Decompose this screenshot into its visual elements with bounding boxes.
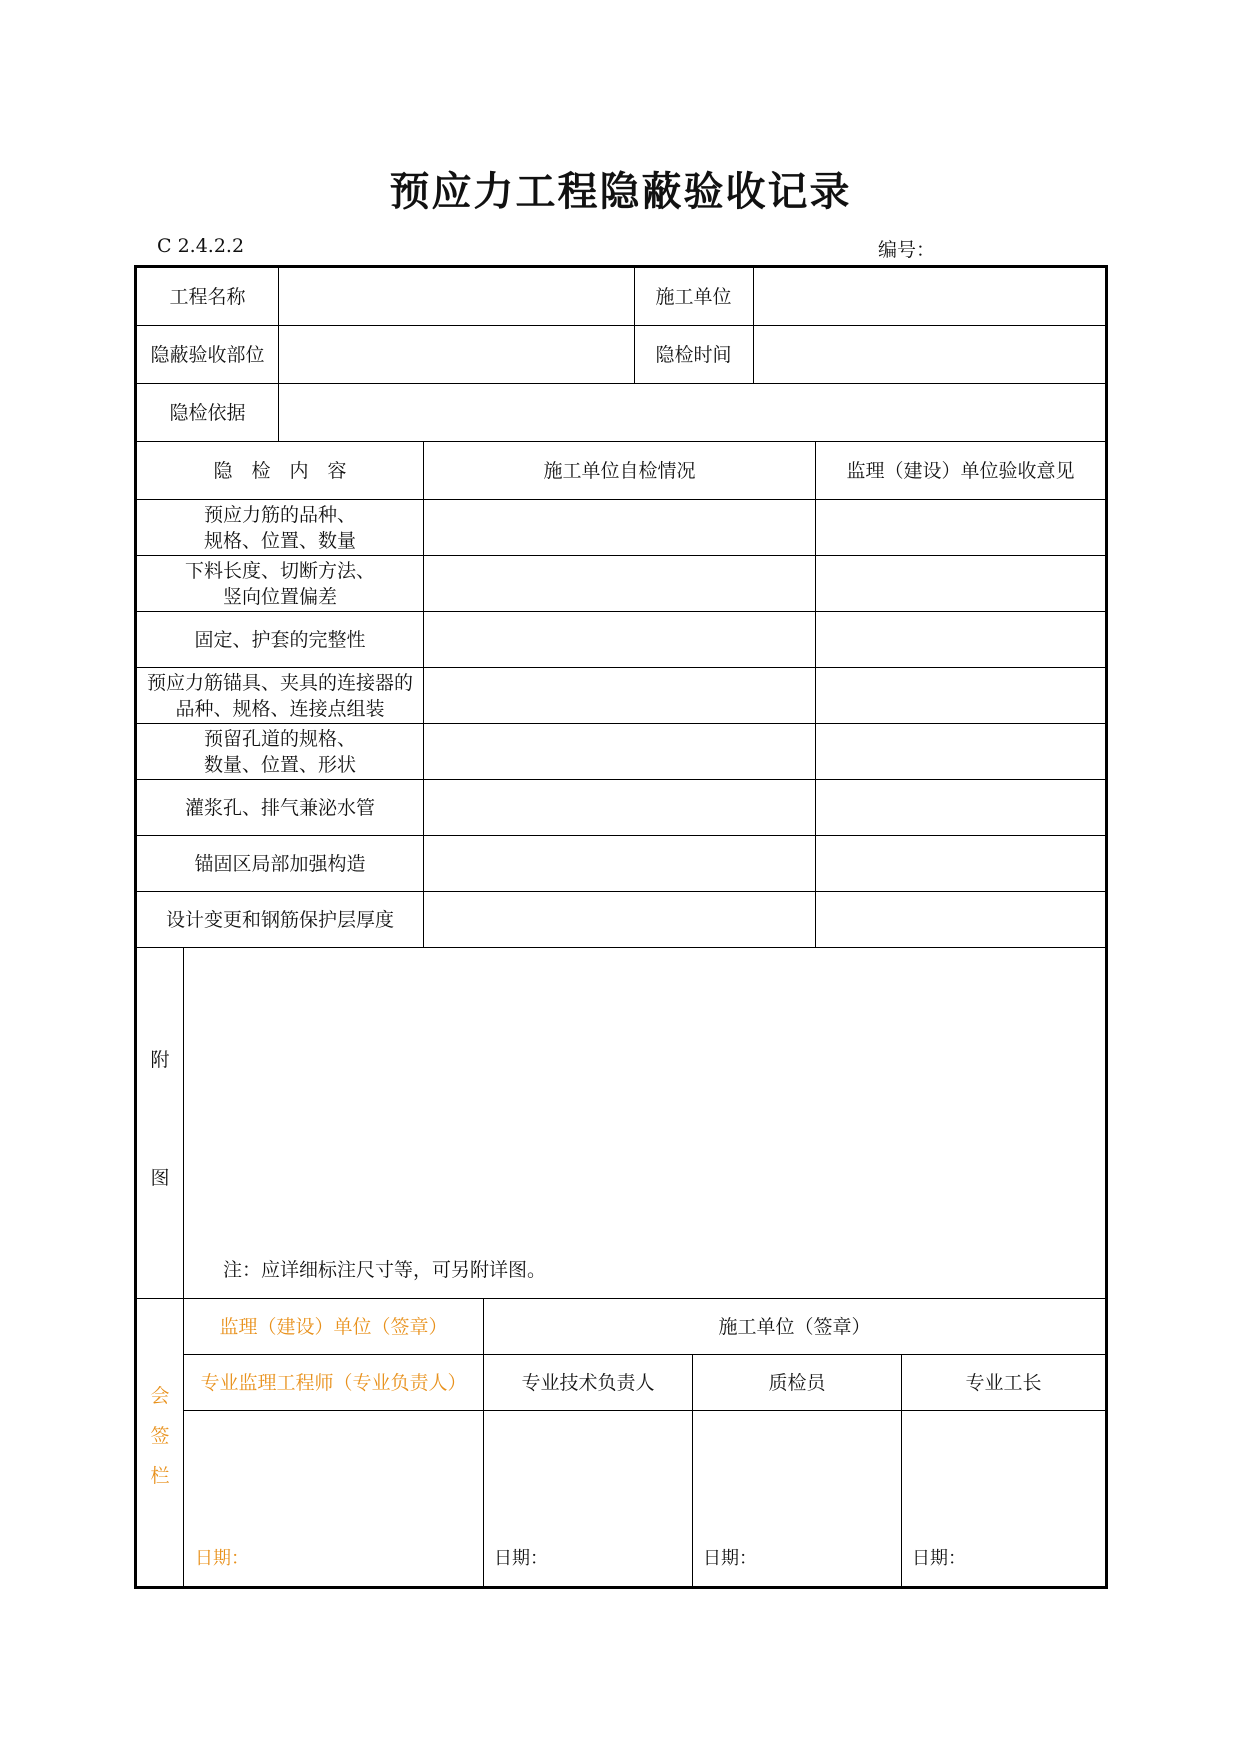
item-row-7-label: 锚固区局部加强构造 <box>194 852 366 875</box>
technical-leader-header: 专业技术负责人 <box>521 1371 655 1394</box>
supervision-unit-seal: 监理（建设）单位（签章） <box>219 1315 448 1338</box>
signature-side-3: 栏 <box>150 1465 170 1487</box>
item-row-1-label: 预应力筋的品种、 规格、位置、数量 <box>203 503 356 552</box>
hidden-part-field[interactable] <box>279 326 634 383</box>
hidden-part-label: 隐蔽验收部位 <box>150 343 265 366</box>
attachment-label-1: 附 <box>150 1049 170 1071</box>
supervision-header: 监理（建设）单位验收意见 <box>846 459 1075 482</box>
supervising-engineer-header: 专业监理工程师（专业负责人） <box>200 1371 467 1394</box>
item-row-8-label: 设计变更和钢筋保护层厚度 <box>165 908 394 931</box>
attachment-note: 注：应详细标注尺寸等，可另附详图。 <box>223 1259 547 1281</box>
inspection-basis-field[interactable] <box>279 384 1105 441</box>
item-row-3-label: 固定、护套的完整性 <box>194 628 366 651</box>
signature-side-2: 签 <box>150 1425 170 1447</box>
item-row-5-label: 预留孔道的规格、 数量、位置、形状 <box>203 727 356 776</box>
inspection-time-field[interactable] <box>754 326 1105 383</box>
content-header: 隐 检 内 容 <box>213 459 347 482</box>
construction-unit-seal: 施工单位（签章） <box>718 1315 871 1338</box>
quality-inspector-header: 质检员 <box>768 1371 826 1394</box>
date-technical-leader: 日期： <box>494 1548 548 1569</box>
record-form <box>134 265 1108 1589</box>
construction-unit-field[interactable] <box>754 268 1105 325</box>
attachment-drawing-area[interactable] <box>184 948 1105 1248</box>
form-code: C 2.4.2.2 <box>157 235 245 257</box>
self-check-header: 施工单位自检情况 <box>543 459 696 482</box>
date-supervising-engineer: 日期： <box>195 1548 249 1569</box>
project-name-label: 工程名称 <box>169 285 246 308</box>
item-row-4-label: 预应力筋锚具、夹具的连接器的 品种、规格、连接点组装 <box>146 671 413 720</box>
item-row-2-label: 下料长度、切断方法、 竖向位置偏差 <box>184 559 375 608</box>
signature-side-1: 会 <box>150 1385 170 1407</box>
date-quality-inspector: 日期： <box>703 1548 757 1569</box>
attachment-label-2: 图 <box>150 1167 170 1189</box>
item-row-6-label: 灌浆孔、排气兼泌水管 <box>184 796 375 819</box>
project-name-field[interactable] <box>279 268 634 325</box>
number-label: 编号： <box>878 239 936 261</box>
foreman-header: 专业工长 <box>965 1371 1042 1394</box>
construction-unit-label: 施工单位 <box>655 285 732 308</box>
document-title: 预应力工程隐蔽验收记录 <box>389 168 852 215</box>
date-foreman: 日期： <box>912 1548 966 1569</box>
inspection-time-label: 隐检时间 <box>655 343 732 366</box>
inspection-basis-label: 隐检依据 <box>169 401 246 424</box>
